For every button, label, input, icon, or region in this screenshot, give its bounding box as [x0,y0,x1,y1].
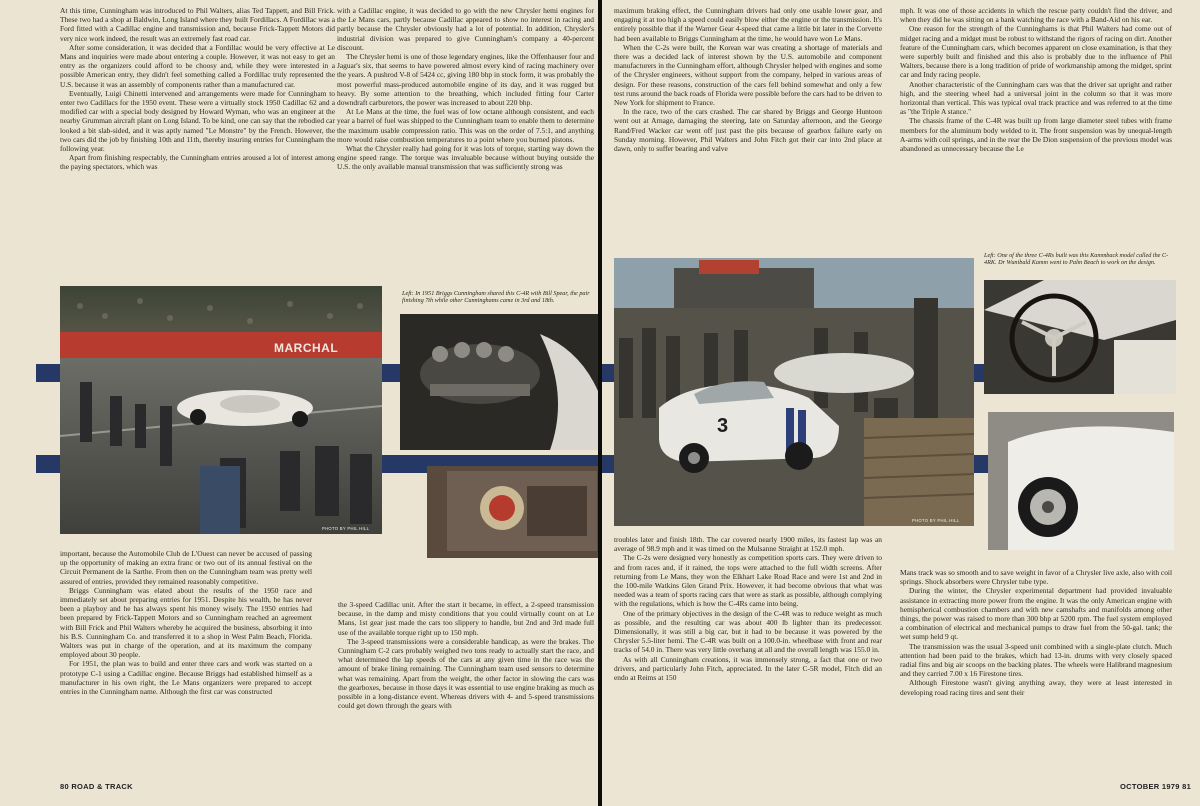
page-footer: 80 ROAD & TRACK [60,782,133,791]
paragraph: After some consideration, it was decided that a Fordillac would be very effective at Le Mans and inquiries were made about entering a couple. However, it was not easy to get an entry as the organizers could afford to be choosy and, while they were interested in a possible American entry, they didn't feel something called a Fordillac truly represented the U.S. because it was an assembly of components rather than a manufactured car. [60,42,335,89]
paragraph: The Chrysler hemi is one of those legendary engines, like the Offenhauser four and Jaguar's six, that seems to have powered almost every kind of racing machinery over the years. A pushrod V-8 of 5424 cc, giving 180 bhp in stock form, it was probably the most powerful mass-produced automobile engine of its day, and it was rugged but heavy. By some attention to the breathing, which included fitting four Carter downdraft carburetors, the power was increased to about 220 bhp. [337,52,594,108]
text-column-2-bottom [900,568,1172,782]
paragraph: What the Chrysler really had going for it was lots of torque, starting way down the engine speed range. The torque was invaluable because without buying outside the U.S. the only available manual transmission that was sufficiently strong was [337,144,594,172]
left-page [0,0,598,806]
paragraph: with a Cadillac engine, it was decided to go with the new Chrysler hemi engines for the Le Mans cars, partly because Cadillac appeared to show no interest in racing and partly because the Chrysler obviously had a lot of potential. In addition, Chrysler's industrial division was prepared to give Cunningham's company a 40-percent discount. [337,6,594,52]
paragraph: One of the primary objectives in the design of the C-4R was to reduce weight as much as possible, and the resulting car was about 400 lb lighter than its predecessor. Dimensionally, it was still a big car, but it had to be because it was powered by the Chrysler 5.5-liter hemi. The C-4R was built on a 100.0-in. wheelbase with front and rear tracks of 54.0 in. There was very little overhang at all and the overall length was 155.0 in. [614,608,882,655]
paragraph: troubles later and finish 18th. The car covered nearly 1900 miles, its fastest lap was an average of 98.9 mph and it was timed on the Mulsanne Straight at 152.0 mph. [614,535,882,554]
photo-race-start-image [60,286,382,534]
paragraph: In the race, two of the cars crashed. The car shared by Briggs and George Huntoon went out at Arnage, damaging the steering, late on Saturday afternoon, and the George Rand/Fred Wacker car went off just past the pits because of gearbox failure early on Sunday morning. However, Phil Walters and John Fitch got their car into 2nd place at dawn, only to suffer bearing and valve [614,107,882,154]
caption: Left: In 1951 Briggs Cunningham shared this C-4R with Bill Spear, the pair finishing 7th while other Cunninghams came in 3rd and 18th. [402,290,590,305]
paragraph: At this time, Cunningham was introduced to Phil Walters, alias Ted Tappett, and Bill Frick. These two had a shop at Baldwin, Long Island where they built Fordillacs. A Fordillac was a Ford fitted with a Cadillac engine and transmission and, because Frick-Tappett Motors did very nice work indeed, the result was an extremely fast road car. [60,6,335,43]
photo-engine [400,314,598,450]
text-column-2-top [337,6,594,278]
paragraph: At Le Mans at the time, the fuel was of low octane although consistent, and each year a barrel of fuel was shipped to the Cunningham team to enable them to determine the maximum usable compression ratio. This was on the order of 7.5:1, and anything more would raise combustion temperatures to a point where you burned pistons. [337,107,594,144]
page-footer: OCTOBER 1979 81 [1120,782,1192,791]
photo-credit: PHOTO BY PHIL HILL [912,518,960,523]
paragraph: The chassis frame of the C-4R was built up from large diameter steel tubes with frame members for the aluminum body welded to it. The front suspension was by unequal-length A-arms with coil springs, and in the rear the De Dion suspension of the previous model was abandoned as unnecessary because the Le [900,116,1172,154]
caption: Left: One of the three C-4Rs built was this Kammback model called the C-4RK. Dr Wunibald Kamm went to Palm Beach to work on the design. [984,252,1169,267]
paragraph: Mans track was so smooth and to save weight in favor of a Chrysler live axle, also with coil springs. Shock absorbers were Chrysler tube type. [900,568,1172,587]
photo-race-start [60,286,382,534]
paragraph: Although Firestone wasn't giving anything away, they were at least interested in developing road racing tires and sent their [900,678,1172,697]
text-column-1-top [614,6,882,256]
paragraph: During the winter, the Chrysler experimental department had provided invaluable assistance in extracting more power from the engine. It was the only American engine with hemispherical combustion chambers and with new camshafts and manifolds among other things, the power was raised to more than 300 bhp at 5200 rpm. The fuel system employed a combination of electrical and mechanical pumps to draw fuel from the 50-gal. tank; the wet sump held 9 qt. [900,586,1172,642]
paragraph: When the C-2s were built, the Korean war was creating a shortage of materials and there was a decided lack of interest shown by the U.S. automobile and component manufacturers in the Cunningham effort, although Chrysler helped with engines and some of the Chrysler engineers, without support from the company, helped in various areas of design. For these reasons, construction of the cars fell behind somewhat and only a few test runs around the back roads of Florida were possible before the cars had to be driven to New York for shipment to France. [614,42,882,108]
text-column-1-top [60,6,335,256]
photo-engine-image [400,314,598,450]
paragraph: Apart from finishing respectably, the Cunningham entries aroused a lot of interest among the paying spectators, which was [60,153,335,172]
paragraph: One reason for the strength of the Cunninghams is that Phil Walters had come out of midget racing and a midget must be robust to withstand the rigors of racing on dirt. Another feature of the Cunningham cars, which becomes apparent on close examination, is that they were superbly built and finished and this also is probably due to the influence of Phil Walters, because there is a long tradition of pride of workmanship among the midget, sprint car and Indy racing people. [900,24,1172,80]
paragraph: Eventually, Luigi Chinetti intervened and arrangements were made for Cunningham to enter two Cadillacs for the 1950 event. These were a virtually stock 1950 Cadillac 62 and a modified car with a special body designed by Howard Wyman, who was an engineer at the nearby Grumman aircraft plant on Long Island. To be kind, one can say that the rebodied car looked a bit slab-sided, and it was aptly named "Le Monstre" by the French. However, the two cars did the job by finishing 10th and 11th, thereby insuring entries for Cunningham the following year. [60,88,335,154]
text-column-2-top [900,6,1172,260]
photo-credit: PHOTO BY PHIL HILL [322,526,370,531]
photo-steering-wheel [984,280,1176,394]
paragraph: The transmission was the usual 3-speed unit combined with a single-plate clutch. Much attention had been paid to the brakes, which had 13-in. drums with very closely spaced radial fins and big air scoops on the backing plates. The wheels were Halibrand magnesium and they carried 7.00 x 16 Firestone tires. [900,641,1172,679]
banner-text: MARCHAL [274,341,339,355]
photo-pits [614,258,974,526]
text-column-1-bottom [614,535,882,781]
text-column-1-bottom [60,549,312,781]
paragraph: For 1951, the plan was to build and enter three cars and work was started on a prototype C-1 using a Cadillac engine. Because Briggs had established himself as a manufacturer in his own right, the Le Mans organizers were prepared to accept entries in the Cunningham name. Although the first car was constructed [60,659,312,697]
paragraph: important, because the Automobile Club de L'Ouest can never be accused of passing up the opportunity of making an extra franc or two out of its annual festival on the Circuit Permanent de la Sarthe. From then on the Cunningham team was pretty well assured of entries, provided they remained reasonably competitive. [60,549,312,586]
photo-emblem [427,466,598,558]
paragraph: Another characteristic of the Cunningham cars was that the driver sat upright and rather high, and the steering wheel had a universal joint in the column so that it was more horizontal than vertical. This was typical oval track practice and was referred to at the time as "the Triple A stance." [900,79,1172,117]
paragraph: maximum braking effect, the Cunningham drivers had only one usable lower gear, and engaging it at too high a speed could easily blow either the engine or the transmission. It's entirely possible that if the Warner Gear 4-speed that came a little bit later in the Corvette had been available to Briggs Cunningham at the time, he would have won Le Mans. [614,6,882,43]
photo-kammback [988,412,1174,550]
right-page [602,0,1200,806]
paragraph: The C-2s were designed very honestly as competition sports cars. They were driven to and from races and, if it rained, the tops were attached to the full width screens. After returning from Le Mans, they won the Elkhart Lake Road Race and were 1st and 2nd in the 100-mile Watkins Glen Grand Prix. However, it had become obvious that what was needed was a team of sports racing cars that were as stark as possible, although complying with the regulations, which is how the C-4Rs came into being. [614,553,882,609]
photo-steering-wheel-image [984,280,1176,394]
text-column-2-bottom [338,600,594,782]
paragraph: As with all Cunningham creations, it was immensely strong, a fact that one or two drivers, and particularly John Fitch, appreciated. In the later C-5R model, Fitch did an endo at Reims at 150 [614,654,882,683]
paragraph: the 3-speed Cadillac unit. After the start it became, in effect, a 2-speed transmission because, in the damp and misty conditions that you could virtually count on at Le Mans, 1st gear just made the cars too slippery to handle, but 2nd and 3rd made full use of the available torque right up to 150 mph. [338,600,594,637]
paragraph: mph. It was one of those accidents in which the rescue party couldn't find the driver, and when they did he was sitting on a bank watching the race with a Band-Aid on his ear. [900,6,1172,25]
photo-emblem-image [427,466,598,558]
car-number: 3 [717,415,729,437]
paragraph: The 3-speed transmissions were a considerable handicap, as were the brakes. The Cunningham C-2 cars probably weighed two tons ready to actually start the race, and what determined the lap speeds of the cars at any given time in the race was the amount of brake lining remaining. The Cunningham team used sensors to determine what was remaining. Apart from the weight, the other factor in slowing the cars was the gearboxes, because in those days it was essential to use engine braking as much as possible in a long-distance event. Whereas drivers with 4- and 5-speed transmissions could get down through the gears with [338,636,594,711]
paragraph: Briggs Cunningham was elated about the results of the 1950 race and immediately set about preparing entries for 1951. Despite his wealth, he has never been a playboy and he has always spent his money wisely. The 1950 entries had been prepared by Frick-Tappett Motors and so Cunningham reached an agreement with Bill Frick and Phil Walters whereby he acquired the business, absorbing it into his B.S. Cunningham Co. and transferred it to a shop in West Palm Beach, Florida. Walters was put in charge of the operation, and at its maximum the company employed about 30 people. [60,585,312,660]
photo-pits-image [614,258,974,526]
photo-kammback-image [988,412,1174,550]
